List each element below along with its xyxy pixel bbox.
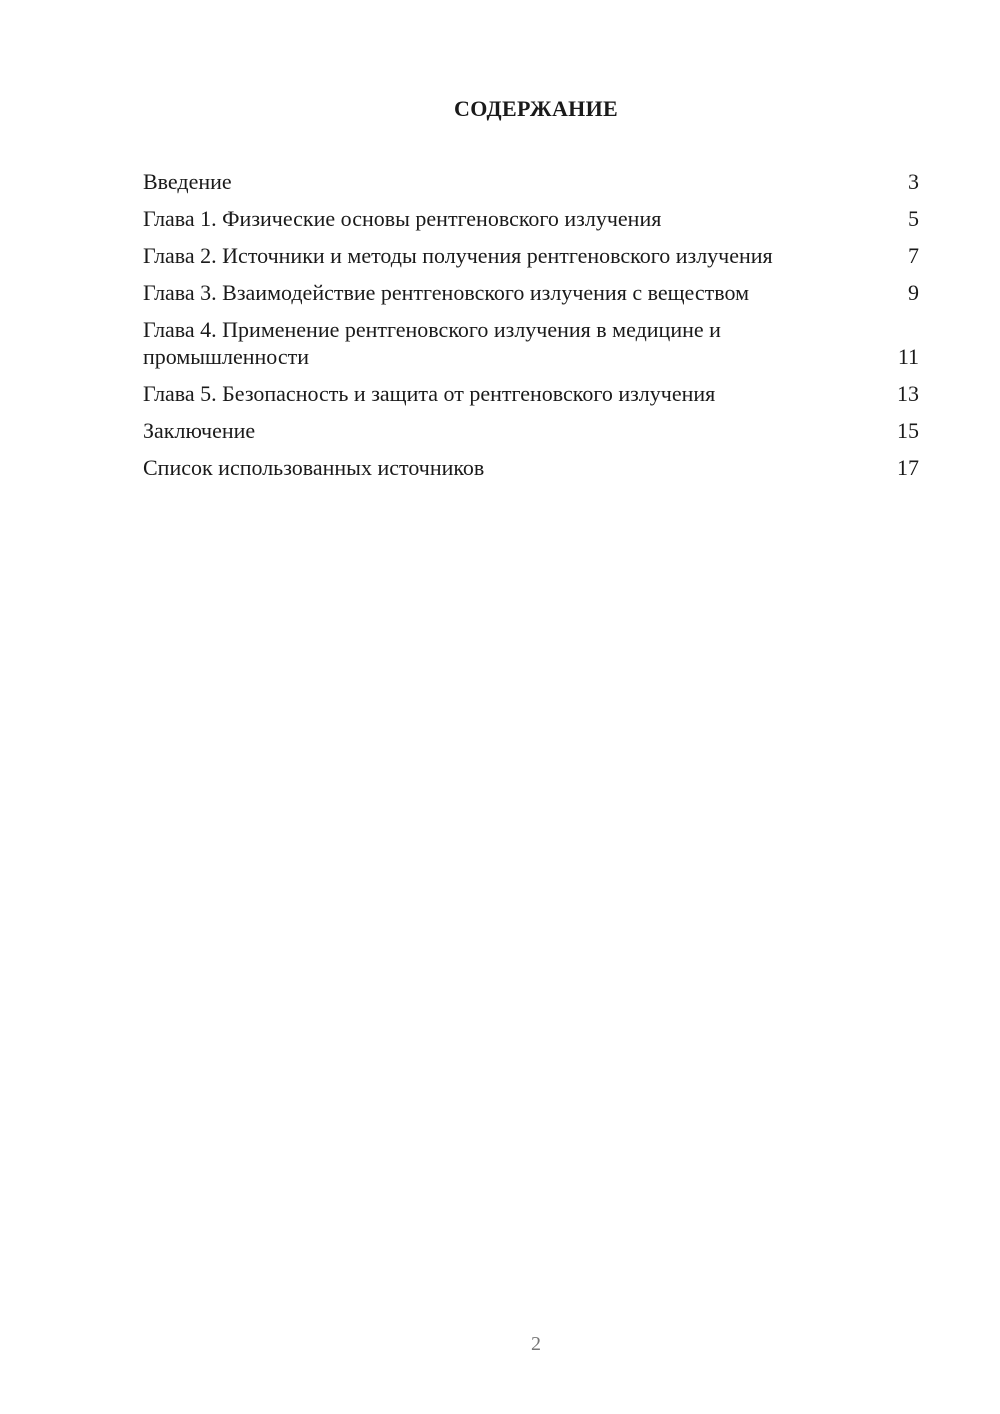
toc-entry-conclusion [143,417,919,444]
toc-entry-chapter-5 [143,380,919,407]
toc-entry-chapter-4 [143,316,919,370]
toc-entry-page: 11 [897,344,919,369]
toc-entry-page: 5 [908,206,919,231]
toc-entry-text: Глава 2. Источники и методы получения рентгеновского излучения [143,243,773,268]
toc-entry-text: Заключение [143,418,256,443]
toc-entry-text: Глава 3. Взаимодействие рентгеновского излучения с веществом [143,280,749,305]
toc-entry-page: 7 [908,243,919,268]
toc-entry-chapter-1 [143,205,919,232]
page-number: 2 [531,1333,541,1355]
toc-title: СОДЕРЖАНИЕ [454,96,618,121]
toc-entry-introduction [143,168,919,195]
toc-entry-text: Глава 1. Физические основы рентгеновского излучения [143,206,662,231]
toc-entry-page: 13 [897,381,919,406]
toc-entry-text: Введение [143,169,232,194]
toc-list [143,168,919,491]
toc-entry-text: Глава 4. Применение рентгеновского излучения в медицине и промышленности [143,317,721,369]
toc-entry-page: 3 [908,169,919,194]
toc-entry-references [143,454,919,481]
toc-entry-page: 17 [897,455,919,480]
toc-entry-page: 15 [897,418,919,443]
toc-entry-text: Глава 5. Безопасность и защита от рентгеновского излучения [143,381,716,406]
toc-entry-chapter-3 [143,279,919,306]
toc-entry-page: 9 [908,280,919,305]
toc-entry-chapter-2 [143,242,919,269]
toc-entry-text: Список использованных источников [143,455,485,480]
